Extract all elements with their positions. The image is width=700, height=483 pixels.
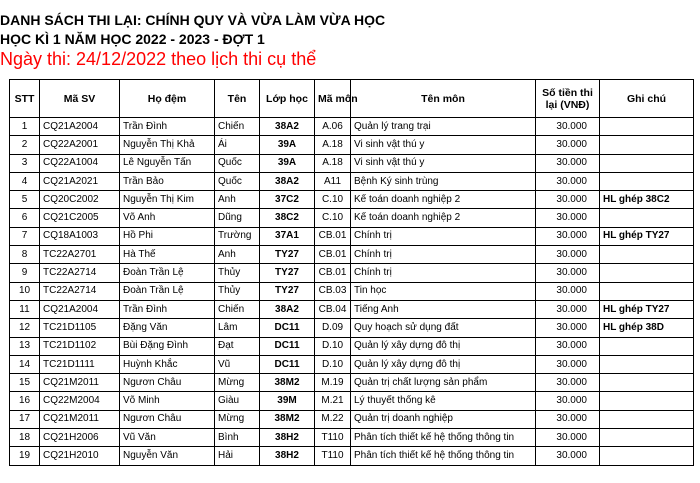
cell-note [600, 118, 694, 136]
cell-stt: 11 [10, 300, 40, 318]
cell-stt: 5 [10, 191, 40, 209]
cell-stt: 16 [10, 392, 40, 410]
cell-subject-code: A.06 [315, 118, 351, 136]
table-row [10, 172, 694, 190]
cell-note [600, 429, 694, 447]
cell-first-name: Bình [215, 429, 260, 447]
cell-middle-name: Nguyễn Văn [120, 447, 215, 465]
table-row [10, 154, 694, 172]
cell-subject-name: Chính trị [351, 246, 536, 264]
cell-first-name: Vũ [215, 355, 260, 373]
cell-middle-name: Đặng Văn [120, 319, 215, 337]
cell-note [600, 154, 694, 172]
cell-fee: 30.000 [536, 227, 600, 245]
cell-class: 38A2 [260, 300, 315, 318]
cell-first-name: Chiến [215, 118, 260, 136]
cell-fee: 30.000 [536, 392, 600, 410]
cell-fee: 30.000 [536, 300, 600, 318]
cell-subject-name: Quản lý xây dựng đô thị [351, 337, 536, 355]
col-header-first-name: Tên [215, 80, 260, 118]
cell-note [600, 392, 694, 410]
table-row [10, 264, 694, 282]
cell-class: 38M2 [260, 410, 315, 428]
cell-student-id: TC21D1111 [40, 355, 120, 373]
cell-first-name: Dũng [215, 209, 260, 227]
cell-note [600, 282, 694, 300]
cell-note [600, 209, 694, 227]
cell-stt: 13 [10, 337, 40, 355]
cell-note [600, 264, 694, 282]
cell-fee: 30.000 [536, 172, 600, 190]
cell-class: 38A2 [260, 118, 315, 136]
cell-subject-name: Quản lý xây dựng đô thị [351, 355, 536, 373]
col-header-stt: STT [10, 80, 40, 118]
cell-stt: 8 [10, 246, 40, 264]
cell-first-name: Quốc [215, 154, 260, 172]
cell-fee: 30.000 [536, 136, 600, 154]
cell-student-id: CQ21A2004 [40, 118, 120, 136]
cell-middle-name: Lê Nguyễn Tấn [120, 154, 215, 172]
cell-first-name: Anh [215, 246, 260, 264]
cell-middle-name: Hà Thế [120, 246, 215, 264]
table-row [10, 429, 694, 447]
cell-fee: 30.000 [536, 429, 600, 447]
cell-fee: 30.000 [536, 191, 600, 209]
col-header-class: Lớp học [260, 80, 315, 118]
cell-student-id: CQ22M2004 [40, 392, 120, 410]
cell-subject-code: D.10 [315, 337, 351, 355]
table-row [10, 337, 694, 355]
cell-note: HL ghép 38C2 [600, 191, 694, 209]
table-row [10, 227, 694, 245]
cell-subject-code: CB.01 [315, 264, 351, 282]
cell-note [600, 355, 694, 373]
cell-class: 38H2 [260, 429, 315, 447]
cell-stt: 15 [10, 374, 40, 392]
cell-subject-name: Lý thuyết thống kê [351, 392, 536, 410]
cell-middle-name: Ngươn Châu [120, 410, 215, 428]
cell-subject-name: Vi sinh vật thú y [351, 136, 536, 154]
cell-class: TY27 [260, 264, 315, 282]
cell-class: 38H2 [260, 447, 315, 465]
cell-middle-name: Nguyễn Thị Khả [120, 136, 215, 154]
cell-subject-code: M.22 [315, 410, 351, 428]
cell-middle-name: Ngươn Châu [120, 374, 215, 392]
cell-fee: 30.000 [536, 118, 600, 136]
col-header-student-id: Mã SV [40, 80, 120, 118]
cell-middle-name: Nguyễn Thị Kim [120, 191, 215, 209]
cell-subject-name: Quản trị chất lượng sản phẩm [351, 374, 536, 392]
cell-first-name: Ái [215, 136, 260, 154]
cell-fee: 30.000 [536, 337, 600, 355]
table-row [10, 246, 694, 264]
cell-student-id: TC22A2714 [40, 282, 120, 300]
cell-subject-name: Vi sinh vật thú y [351, 154, 536, 172]
cell-stt: 14 [10, 355, 40, 373]
cell-subject-code: M.21 [315, 392, 351, 410]
table-body [10, 118, 694, 466]
cell-subject-code: A11 [315, 172, 351, 190]
cell-middle-name: Trần Đình [120, 300, 215, 318]
cell-student-id: TC22A2714 [40, 264, 120, 282]
cell-middle-name: Võ Anh [120, 209, 215, 227]
cell-stt: 9 [10, 264, 40, 282]
cell-subject-code: CB.03 [315, 282, 351, 300]
table-row [10, 282, 694, 300]
cell-first-name: Trường [215, 227, 260, 245]
cell-stt: 3 [10, 154, 40, 172]
cell-note [600, 410, 694, 428]
table-row [10, 300, 694, 318]
cell-class: 37A1 [260, 227, 315, 245]
exam-date: Ngày thi: 24/12/2022 theo lịch thi cụ thể [0, 49, 317, 69]
cell-note [600, 246, 694, 264]
cell-subject-name: Tiếng Anh [351, 300, 536, 318]
cell-subject-code: A.18 [315, 136, 351, 154]
cell-first-name: Anh [215, 191, 260, 209]
cell-student-id: CQ21A2021 [40, 172, 120, 190]
cell-fee: 30.000 [536, 246, 600, 264]
cell-first-name: Lâm [215, 319, 260, 337]
cell-stt: 1 [10, 118, 40, 136]
cell-subject-code: CB.01 [315, 246, 351, 264]
cell-first-name: Đạt [215, 337, 260, 355]
cell-fee: 30.000 [536, 447, 600, 465]
cell-subject-code: C.10 [315, 209, 351, 227]
cell-middle-name: Hồ Phi [120, 227, 215, 245]
cell-first-name: Giàu [215, 392, 260, 410]
cell-note [600, 447, 694, 465]
cell-subject-name: Quy hoạch sử dụng đất [351, 319, 536, 337]
col-header-subject-code: Mã môn [315, 80, 351, 118]
cell-note [600, 374, 694, 392]
cell-class: DC11 [260, 319, 315, 337]
cell-first-name: Mừng [215, 410, 260, 428]
cell-middle-name: Đoàn Trần Lệ [120, 282, 215, 300]
cell-subject-name: Bệnh Ký sinh trùng [351, 172, 536, 190]
cell-first-name: Thủy [215, 282, 260, 300]
cell-subject-code: D.10 [315, 355, 351, 373]
cell-student-id: CQ22A1004 [40, 154, 120, 172]
document-subtitle: HỌC KÌ 1 NĂM HỌC 2022 - 2023 - ĐỢT 1 [0, 31, 265, 47]
cell-subject-name: Kế toán doanh nghiệp 2 [351, 191, 536, 209]
retake-exam-table [9, 79, 694, 466]
cell-subject-code: T110 [315, 429, 351, 447]
cell-class: 39A [260, 154, 315, 172]
cell-middle-name: Trần Bảo [120, 172, 215, 190]
cell-subject-name: Chính trị [351, 264, 536, 282]
cell-student-id: CQ18A1003 [40, 227, 120, 245]
col-header-fee: Số tiền thi lại (VNĐ) [536, 80, 600, 118]
cell-subject-code: C.10 [315, 191, 351, 209]
cell-note: HL ghép TY27 [600, 227, 694, 245]
cell-fee: 30.000 [536, 264, 600, 282]
cell-class: 39A [260, 136, 315, 154]
cell-stt: 17 [10, 410, 40, 428]
cell-middle-name: Bùi Đặng Đình [120, 337, 215, 355]
cell-stt: 10 [10, 282, 40, 300]
table-row [10, 209, 694, 227]
cell-middle-name: Võ Minh [120, 392, 215, 410]
cell-first-name: Hải [215, 447, 260, 465]
document-title: DANH SÁCH THI LẠI: CHÍNH QUY VÀ VỪA LÀM VỪA HỌC [0, 12, 386, 28]
table-row [10, 319, 694, 337]
col-header-subject-name: Tên môn [351, 80, 536, 118]
cell-middle-name: Trần Đình [120, 118, 215, 136]
cell-stt: 18 [10, 429, 40, 447]
cell-middle-name: Đoàn Trần Lệ [120, 264, 215, 282]
cell-class: 38C2 [260, 209, 315, 227]
col-header-middle-name: Họ đệm [120, 80, 215, 118]
cell-stt: 12 [10, 319, 40, 337]
cell-subject-name: Tin học [351, 282, 536, 300]
cell-note [600, 172, 694, 190]
cell-class: TY27 [260, 246, 315, 264]
cell-first-name: Chiến [215, 300, 260, 318]
cell-subject-name: Quản lý trang trại [351, 118, 536, 136]
cell-subject-code: CB.01 [315, 227, 351, 245]
cell-subject-name: Quản trị doanh nghiệp [351, 410, 536, 428]
cell-student-id: TC22A2701 [40, 246, 120, 264]
cell-first-name: Mừng [215, 374, 260, 392]
cell-subject-code: A.18 [315, 154, 351, 172]
cell-subject-name: Phân tích thiết kế hệ thống thông tin [351, 447, 536, 465]
cell-note [600, 136, 694, 154]
cell-subject-name: Phân tích thiết kế hệ thống thông tin [351, 429, 536, 447]
cell-stt: 4 [10, 172, 40, 190]
cell-student-id: CQ21A2004 [40, 300, 120, 318]
cell-student-id: CQ21M2011 [40, 410, 120, 428]
cell-first-name: Thủy [215, 264, 260, 282]
cell-subject-code: T110 [315, 447, 351, 465]
cell-subject-code: CB.04 [315, 300, 351, 318]
cell-subject-name: Chính trị [351, 227, 536, 245]
cell-student-id: CQ21H2010 [40, 447, 120, 465]
cell-subject-code: M.19 [315, 374, 351, 392]
cell-class: 39M [260, 392, 315, 410]
cell-student-id: TC21D1105 [40, 319, 120, 337]
cell-note [600, 337, 694, 355]
cell-class: 37C2 [260, 191, 315, 209]
table-row [10, 374, 694, 392]
table-row [10, 410, 694, 428]
cell-class: 38M2 [260, 374, 315, 392]
cell-student-id: CQ21H2006 [40, 429, 120, 447]
table-row [10, 392, 694, 410]
cell-fee: 30.000 [536, 319, 600, 337]
cell-student-id: CQ21C2005 [40, 209, 120, 227]
table-row [10, 447, 694, 465]
cell-stt: 6 [10, 209, 40, 227]
cell-student-id: CQ22A2001 [40, 136, 120, 154]
cell-class: TY27 [260, 282, 315, 300]
cell-class: DC11 [260, 355, 315, 373]
cell-student-id: CQ21M2011 [40, 374, 120, 392]
cell-stt: 19 [10, 447, 40, 465]
cell-first-name: Quốc [215, 172, 260, 190]
table-row [10, 118, 694, 136]
cell-fee: 30.000 [536, 374, 600, 392]
cell-fee: 30.000 [536, 355, 600, 373]
cell-stt: 2 [10, 136, 40, 154]
cell-middle-name: Vũ Văn [120, 429, 215, 447]
cell-fee: 30.000 [536, 154, 600, 172]
cell-class: DC11 [260, 337, 315, 355]
cell-fee: 30.000 [536, 282, 600, 300]
cell-class: 38A2 [260, 172, 315, 190]
cell-subject-name: Kế toán doanh nghiệp 2 [351, 209, 536, 227]
cell-note: HL ghép 38D [600, 319, 694, 337]
cell-subject-code: D.09 [315, 319, 351, 337]
table-row [10, 355, 694, 373]
table-row [10, 191, 694, 209]
cell-fee: 30.000 [536, 209, 600, 227]
cell-student-id: TC21D1102 [40, 337, 120, 355]
col-header-note: Ghi chú [600, 80, 694, 118]
cell-stt: 7 [10, 227, 40, 245]
cell-fee: 30.000 [536, 410, 600, 428]
cell-note: HL ghép TY27 [600, 300, 694, 318]
table-row [10, 136, 694, 154]
cell-middle-name: Huỳnh Khắc [120, 355, 215, 373]
table-header-row [10, 80, 694, 118]
cell-student-id: CQ20C2002 [40, 191, 120, 209]
